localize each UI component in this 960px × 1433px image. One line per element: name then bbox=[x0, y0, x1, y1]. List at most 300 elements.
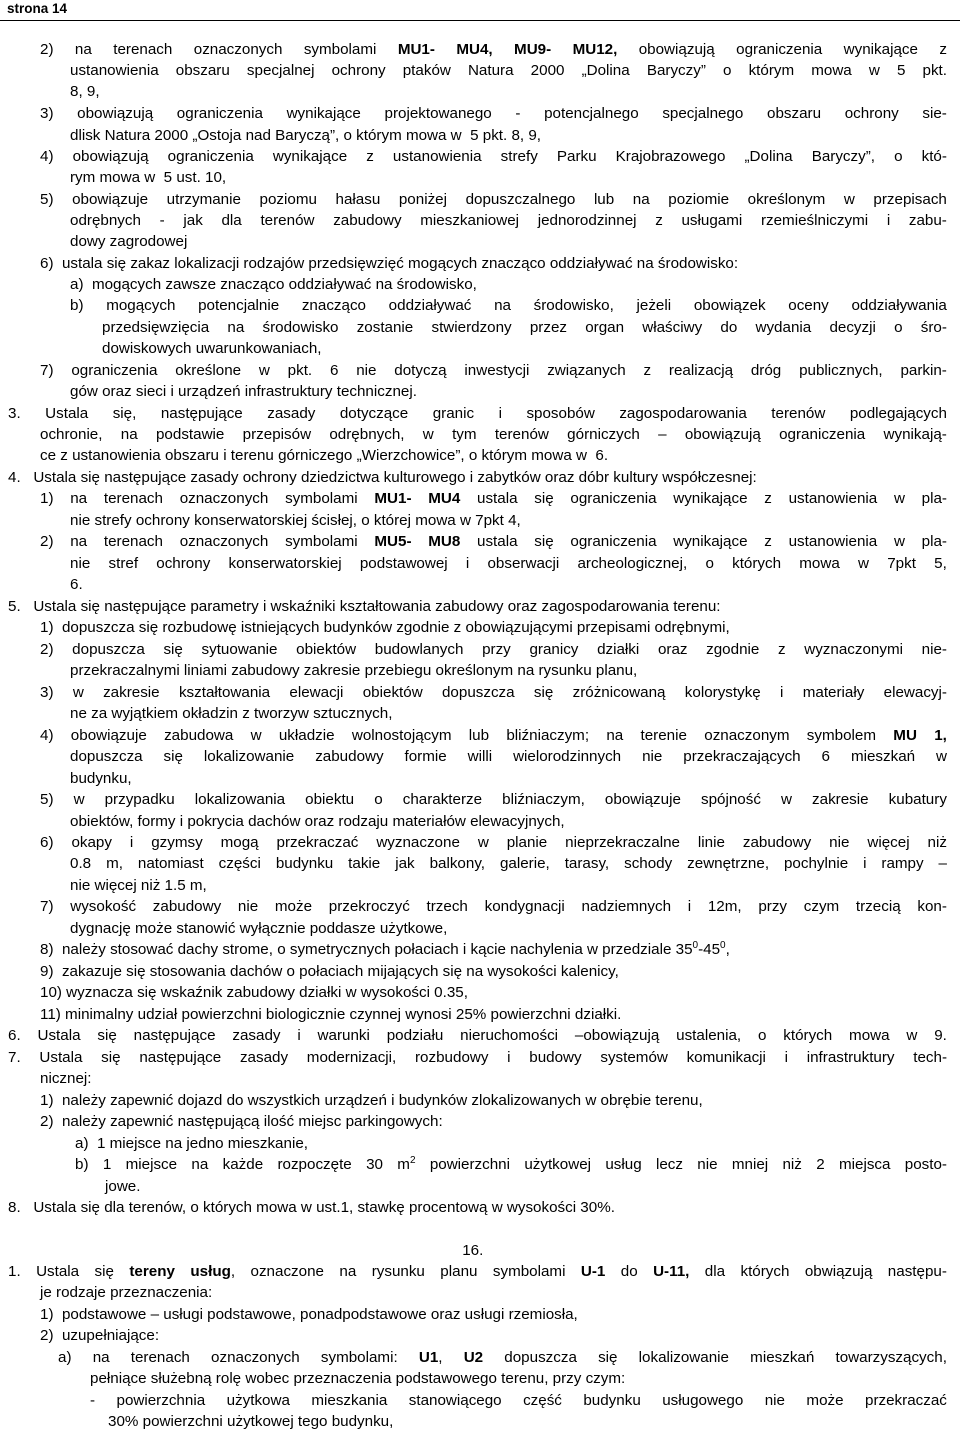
text-run: wynikające bbox=[286, 105, 361, 122]
text-run: dla bbox=[704, 1263, 726, 1280]
text-run: każde bbox=[222, 1156, 264, 1173]
word bbox=[573, 42, 618, 57]
word bbox=[70, 213, 141, 228]
word bbox=[921, 320, 947, 335]
text-run: podstawowej bbox=[359, 555, 448, 572]
text-line bbox=[40, 620, 730, 635]
text-run: terenów bbox=[260, 212, 315, 229]
text-run: „Dolina bbox=[744, 148, 793, 165]
word bbox=[581, 1264, 605, 1279]
word bbox=[805, 1264, 873, 1279]
text-run: mieszkania bbox=[311, 1392, 388, 1409]
word bbox=[681, 213, 742, 228]
text-run: kondygnacji bbox=[484, 898, 565, 915]
text-run: 1. bbox=[8, 1263, 21, 1280]
word bbox=[387, 1028, 444, 1043]
word bbox=[662, 1393, 743, 1408]
text-run: mniej bbox=[731, 1156, 769, 1173]
word bbox=[637, 298, 672, 313]
word bbox=[856, 899, 901, 914]
text-run: pkt. bbox=[287, 362, 313, 379]
bold-text: MU12, bbox=[572, 41, 618, 58]
word bbox=[642, 320, 702, 335]
text-run: w bbox=[477, 834, 489, 851]
word bbox=[397, 1157, 415, 1172]
text-line bbox=[40, 1114, 443, 1129]
word bbox=[642, 749, 662, 764]
word bbox=[393, 149, 482, 164]
text-line bbox=[70, 384, 417, 399]
word bbox=[8, 406, 21, 421]
text-run: obiektów bbox=[296, 641, 357, 658]
word bbox=[469, 728, 489, 743]
word bbox=[582, 899, 672, 914]
text-run: dopuszczalnego bbox=[465, 191, 576, 208]
word bbox=[104, 491, 163, 506]
word bbox=[900, 363, 946, 378]
word bbox=[179, 685, 270, 700]
superscript: 0 bbox=[720, 940, 726, 951]
text-run: i bbox=[507, 1049, 511, 1066]
text-run: obserwacji bbox=[487, 555, 560, 572]
word bbox=[507, 835, 548, 850]
text-run: m, bbox=[106, 855, 123, 872]
text-run: 0.8 bbox=[70, 855, 92, 872]
word bbox=[701, 792, 761, 807]
word bbox=[195, 792, 285, 807]
text-run: terenów bbox=[494, 426, 549, 443]
text-run: na bbox=[120, 426, 138, 443]
word bbox=[321, 1350, 398, 1365]
word bbox=[440, 1264, 477, 1279]
word bbox=[93, 1350, 110, 1365]
text-line bbox=[70, 921, 447, 936]
text-run: wolnostojącym bbox=[351, 727, 452, 744]
word bbox=[698, 835, 725, 850]
word bbox=[523, 1393, 562, 1408]
word bbox=[70, 556, 90, 571]
word bbox=[844, 192, 855, 207]
word bbox=[40, 899, 54, 914]
text-line bbox=[40, 534, 947, 549]
word bbox=[783, 1028, 832, 1043]
text-line bbox=[40, 792, 947, 807]
text-run: przekraczać bbox=[276, 834, 359, 851]
text-run: zabudowy bbox=[333, 212, 402, 229]
word bbox=[655, 213, 663, 228]
text-run: decyzji bbox=[829, 319, 876, 336]
word bbox=[673, 534, 747, 549]
word bbox=[363, 685, 423, 700]
bold-text: MU9- bbox=[514, 41, 552, 58]
text-run: stref bbox=[108, 555, 139, 572]
text-run: ochrony bbox=[844, 105, 899, 122]
word bbox=[767, 106, 821, 121]
word bbox=[183, 213, 202, 228]
word bbox=[376, 835, 460, 850]
word bbox=[464, 1350, 483, 1365]
text-run: oznaczonym bbox=[704, 727, 790, 744]
word bbox=[884, 685, 947, 700]
bold-text: MU bbox=[893, 727, 917, 744]
text-run: lokalizowanie bbox=[638, 1349, 729, 1366]
word bbox=[894, 534, 905, 549]
word bbox=[267, 406, 315, 421]
word bbox=[305, 792, 354, 807]
text-run: 6 bbox=[329, 362, 339, 379]
text-run: środowisko bbox=[262, 319, 339, 336]
text-run: oddziaływania bbox=[851, 297, 947, 314]
word bbox=[177, 106, 263, 121]
text-run: 10) wyznacza się wskaźnik zabudowy działki w wysokości 0.35, bbox=[40, 984, 468, 1001]
word bbox=[160, 213, 165, 228]
text-run: terenach bbox=[103, 490, 163, 507]
text-run: zabudowy bbox=[742, 834, 812, 851]
word bbox=[905, 1157, 947, 1172]
text-run: ograniczenia bbox=[71, 362, 158, 379]
word bbox=[658, 427, 666, 442]
text-run: w bbox=[422, 426, 434, 443]
text-run: się bbox=[101, 1049, 121, 1066]
text-run: w bbox=[781, 791, 792, 808]
text-run: układzie bbox=[278, 727, 335, 744]
word bbox=[538, 213, 637, 228]
word bbox=[289, 685, 343, 700]
text-run: z bbox=[764, 490, 772, 507]
text-run: Natura bbox=[467, 62, 514, 79]
text-run: - bbox=[159, 212, 165, 229]
word bbox=[70, 534, 87, 549]
text-run: niż bbox=[782, 1156, 802, 1173]
text-run: jeżeli bbox=[636, 297, 672, 314]
word bbox=[279, 728, 335, 743]
word bbox=[884, 427, 947, 442]
bold-text: MU1- bbox=[397, 41, 435, 58]
text-run: wynikające bbox=[673, 533, 748, 550]
word bbox=[134, 1028, 216, 1043]
word bbox=[704, 728, 789, 743]
word bbox=[889, 792, 947, 807]
word bbox=[126, 1157, 177, 1172]
text-line bbox=[70, 663, 637, 678]
text-run: obiektów bbox=[362, 684, 423, 701]
text-run: wyznaczonymi bbox=[804, 641, 903, 658]
text-run: przekraczających bbox=[683, 748, 801, 765]
page-header bbox=[0, 0, 960, 22]
text-run: mowa bbox=[799, 555, 840, 572]
word bbox=[180, 534, 269, 549]
word bbox=[194, 42, 283, 57]
text-run: i bbox=[129, 834, 134, 851]
text-run: zabudowy bbox=[152, 898, 222, 915]
text-run: 4) bbox=[40, 727, 54, 744]
text-run: pkt. bbox=[922, 62, 947, 79]
text-run: z bbox=[643, 362, 652, 379]
word bbox=[221, 213, 241, 228]
word bbox=[778, 642, 786, 657]
text-run: -45 bbox=[698, 941, 721, 958]
word bbox=[176, 63, 230, 78]
word bbox=[641, 728, 687, 743]
text-run: oznaczonych bbox=[179, 533, 269, 550]
word bbox=[366, 149, 374, 164]
word bbox=[399, 192, 447, 207]
text-run: 1) należy zapewnić dojazd do wszystkich urządzeń i budynków zlokalizowanych w obrębie terenu, bbox=[40, 1092, 703, 1109]
word bbox=[858, 556, 869, 571]
word bbox=[676, 1028, 741, 1043]
word bbox=[121, 427, 138, 442]
text-run: dowy zagrodowej bbox=[70, 233, 188, 250]
word bbox=[788, 298, 829, 313]
text-run: 5 bbox=[896, 62, 906, 79]
text-run: użytkowej bbox=[524, 1156, 592, 1173]
word bbox=[238, 899, 258, 914]
text-run: organ bbox=[585, 319, 625, 336]
text-run: gów oraz sieci i urządzeń infrastruktury technicznej. bbox=[70, 383, 417, 400]
text-run: tarasy, bbox=[564, 855, 610, 872]
word bbox=[789, 491, 878, 506]
text-run: , bbox=[725, 941, 730, 958]
word bbox=[758, 1028, 766, 1043]
text-run: jak bbox=[395, 855, 415, 872]
word bbox=[70, 749, 143, 764]
word bbox=[573, 685, 666, 700]
text-line bbox=[70, 771, 132, 786]
word bbox=[70, 298, 84, 313]
word bbox=[600, 1050, 668, 1065]
word bbox=[74, 792, 85, 807]
text-run: 1) dopuszcza się rozbudowę istniejących budynków zgodnie z obowiązującymi przepisami odrębnymi, bbox=[40, 619, 730, 636]
word bbox=[934, 1028, 947, 1043]
text-line bbox=[108, 1414, 393, 1429]
word bbox=[799, 556, 840, 571]
text-run: nie bbox=[764, 1392, 785, 1409]
text-line bbox=[90, 1393, 947, 1408]
word bbox=[708, 899, 742, 914]
text-run: potencjalnego bbox=[544, 105, 639, 122]
text-run: się bbox=[598, 1349, 618, 1366]
text-run: określone bbox=[175, 362, 242, 379]
word bbox=[433, 406, 474, 421]
word bbox=[101, 1050, 120, 1065]
text-line bbox=[458, 1243, 483, 1258]
word bbox=[822, 749, 830, 764]
word bbox=[922, 149, 947, 164]
word bbox=[360, 556, 448, 571]
word bbox=[40, 149, 54, 164]
text-run: 30 bbox=[366, 1156, 383, 1173]
text-run: pochylnie bbox=[783, 855, 849, 872]
word bbox=[893, 728, 917, 743]
word bbox=[164, 749, 183, 764]
word bbox=[430, 1157, 510, 1172]
text-run: specjalnej bbox=[246, 62, 315, 79]
word bbox=[428, 491, 460, 506]
word bbox=[374, 491, 411, 506]
word bbox=[658, 642, 688, 657]
word bbox=[683, 749, 800, 764]
word bbox=[243, 427, 311, 442]
text-run: w bbox=[893, 490, 905, 507]
text-run: towarzyszących, bbox=[835, 1349, 947, 1366]
word bbox=[506, 728, 589, 743]
word bbox=[836, 1350, 947, 1365]
word bbox=[619, 406, 747, 421]
text-run: spójność bbox=[700, 791, 761, 808]
word bbox=[130, 835, 133, 850]
text-run: nie bbox=[70, 555, 91, 572]
text-run: materiały bbox=[802, 684, 865, 701]
word bbox=[598, 1350, 617, 1365]
word bbox=[939, 42, 947, 57]
word bbox=[764, 491, 772, 506]
text-run: ustanowienia bbox=[392, 148, 482, 165]
text-run: oznaczonych bbox=[179, 490, 269, 507]
text-run: - bbox=[90, 1392, 96, 1409]
word bbox=[812, 792, 869, 807]
word bbox=[40, 534, 54, 549]
text-run: się, bbox=[112, 405, 137, 422]
text-run: obowiązek bbox=[693, 297, 766, 314]
word bbox=[515, 106, 520, 121]
text-run: poniżej bbox=[398, 191, 447, 208]
word bbox=[70, 63, 159, 78]
text-run: usługami bbox=[681, 212, 743, 229]
word bbox=[285, 491, 358, 506]
word bbox=[430, 856, 485, 871]
word bbox=[477, 491, 518, 506]
word bbox=[442, 685, 515, 700]
text-run: okapy bbox=[71, 834, 112, 851]
text-run: zróżnicowaną bbox=[572, 684, 666, 701]
word bbox=[477, 534, 518, 549]
text-run: oceny bbox=[788, 297, 829, 314]
text-run: o bbox=[723, 62, 732, 79]
word bbox=[71, 728, 147, 743]
text-run: terenach bbox=[113, 41, 173, 58]
text-line bbox=[40, 448, 608, 463]
text-run: ce z ustanowienia obszaru i terenu górniczego „Wierzchowice”, o którym mowa w 6. bbox=[40, 447, 609, 464]
text-run: 8) należy stosować dachy strome, o symetrycznych połaciach i kącie nachylenia w przedziale 35 bbox=[40, 941, 693, 958]
word bbox=[906, 1028, 917, 1043]
word bbox=[75, 42, 92, 57]
text-run: terenach bbox=[130, 1349, 190, 1366]
word bbox=[913, 1050, 947, 1065]
text-run: ochronie, bbox=[40, 426, 103, 443]
word bbox=[669, 363, 733, 378]
text-run: 8. Ustala się dla terenów, o których mowa w ust.1, stawkę procentową w wysokości 30%. bbox=[8, 1199, 615, 1216]
text-line bbox=[70, 706, 392, 721]
text-run: miejsce bbox=[125, 1156, 178, 1173]
text-run: obowiązuje bbox=[72, 191, 149, 208]
word bbox=[156, 427, 224, 442]
text-line bbox=[70, 556, 947, 571]
text-run: parkin- bbox=[900, 362, 947, 379]
text-run: którym bbox=[748, 62, 795, 79]
word bbox=[70, 899, 136, 914]
text-run: 2 bbox=[816, 1156, 825, 1173]
word bbox=[260, 213, 314, 228]
text-run: ustanowienia bbox=[788, 533, 878, 550]
text-line bbox=[90, 1371, 625, 1386]
text-run: ochrony bbox=[331, 62, 386, 79]
text-run: ustalenia, bbox=[676, 1027, 742, 1044]
word bbox=[531, 63, 565, 78]
word bbox=[616, 149, 726, 164]
text-run: nie bbox=[829, 834, 850, 851]
text-run: archeologicznej, bbox=[577, 555, 688, 572]
word bbox=[318, 1028, 370, 1043]
text-run: stanowiącego bbox=[408, 1392, 502, 1409]
word bbox=[934, 728, 947, 743]
text-run: pełniące służebną rolę wobec przeznaczenia podstawowego terenu, przy czym: bbox=[90, 1370, 626, 1387]
word bbox=[749, 63, 795, 78]
text-run: obowiązuje bbox=[604, 791, 681, 808]
text-run: na bbox=[494, 297, 511, 314]
bold-text: MU1- bbox=[374, 490, 412, 507]
word bbox=[175, 363, 241, 378]
text-run: przedsięwzięcia bbox=[102, 319, 210, 336]
text-run: projektowanego bbox=[384, 105, 492, 122]
text-run: symbolami bbox=[285, 490, 358, 507]
text-run: posto- bbox=[904, 1156, 947, 1173]
text-run: planie bbox=[506, 834, 548, 851]
word bbox=[723, 63, 731, 78]
text-line bbox=[8, 599, 721, 614]
text-run: obowiązują bbox=[684, 426, 761, 443]
text-run: 5, bbox=[934, 555, 947, 572]
text-run: 6. bbox=[70, 576, 83, 593]
word bbox=[71, 835, 112, 850]
page-number: strona 14 bbox=[7, 1, 68, 16]
text-run: usługowego bbox=[662, 1392, 744, 1409]
word bbox=[534, 685, 553, 700]
word bbox=[865, 1393, 947, 1408]
word bbox=[102, 320, 209, 335]
text-run: lokalizowanie bbox=[203, 748, 295, 765]
text-run: ograniczenia bbox=[570, 490, 657, 507]
word bbox=[403, 63, 451, 78]
text-run: czym bbox=[803, 898, 840, 915]
text-run: dygnację może stanowić wyłącznie poddasze użytkowe, bbox=[70, 920, 448, 937]
text-run: utrzymanie bbox=[166, 191, 241, 208]
text-line bbox=[58, 1350, 947, 1365]
text-run: lub bbox=[468, 727, 490, 744]
text-run: obszaru bbox=[175, 62, 230, 79]
text-line bbox=[70, 878, 207, 893]
word bbox=[849, 1028, 890, 1043]
text-run: gzymsy bbox=[151, 834, 203, 851]
word bbox=[428, 534, 460, 549]
text-run: następujące bbox=[133, 1027, 216, 1044]
text-run: poziomu bbox=[259, 191, 317, 208]
word bbox=[227, 1393, 290, 1408]
text-run: podziału bbox=[386, 1027, 444, 1044]
text-run: kon- bbox=[917, 898, 947, 915]
word bbox=[936, 749, 947, 764]
text-run: schody bbox=[624, 855, 673, 872]
text-run: na bbox=[339, 1263, 357, 1280]
word bbox=[784, 856, 848, 871]
word bbox=[415, 1050, 488, 1065]
text-run: 2) należy zapewnić następującą ilość miejsc parkingowych: bbox=[40, 1113, 443, 1130]
word bbox=[780, 685, 783, 700]
word bbox=[939, 856, 947, 871]
text-run: na bbox=[227, 319, 245, 336]
word bbox=[526, 406, 594, 421]
text-run: 12m, bbox=[707, 898, 742, 915]
word bbox=[229, 556, 342, 571]
